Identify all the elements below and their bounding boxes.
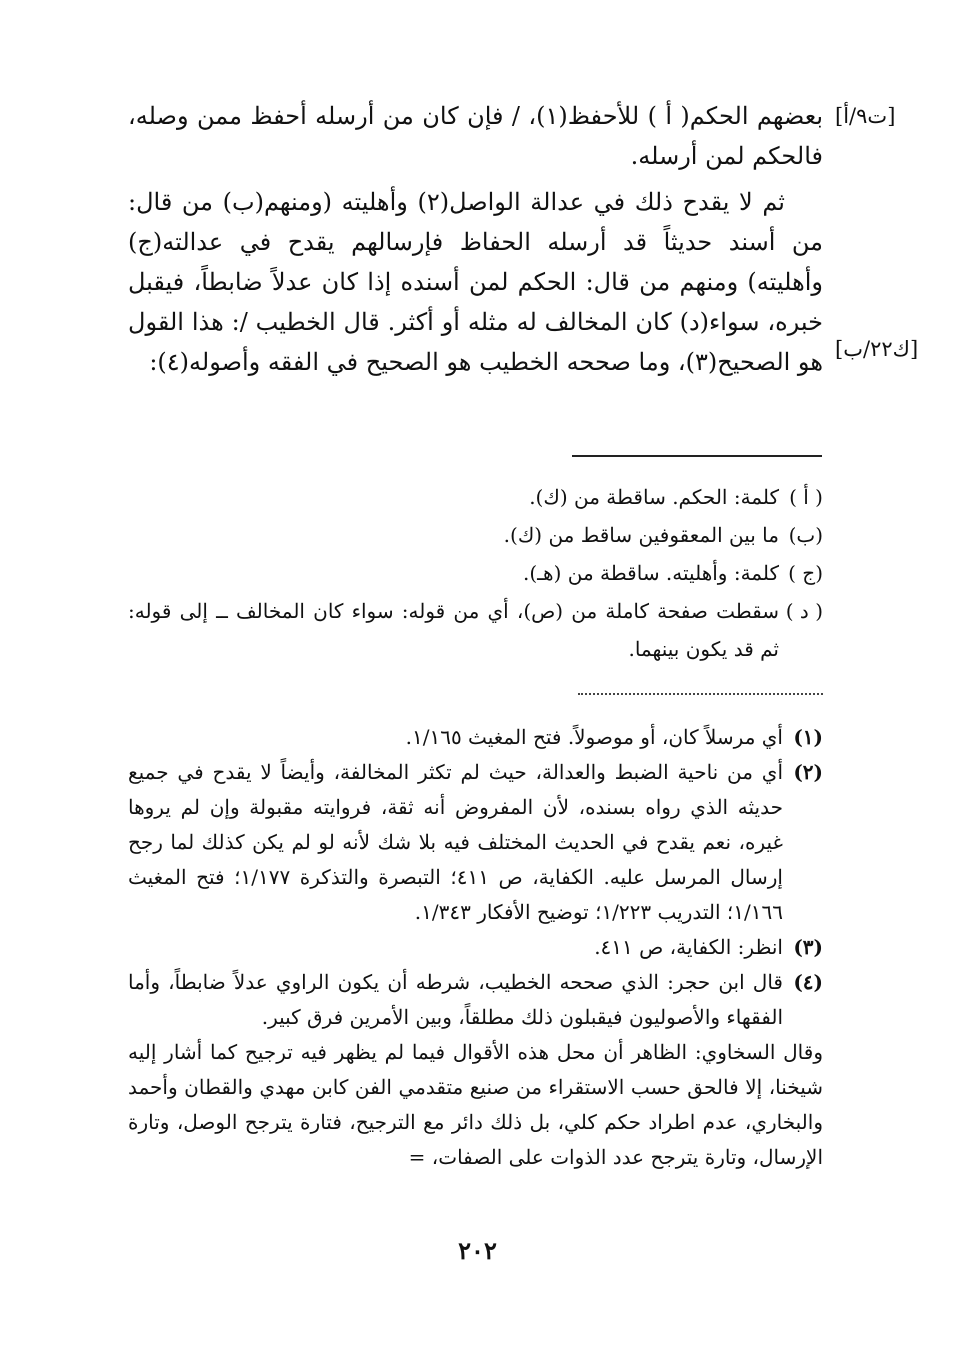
variant-note xyxy=(128,554,823,592)
variant-note xyxy=(128,478,823,516)
variant-marker: (ج ) xyxy=(788,561,823,585)
footnote-text: أي مرسلاً كان، أو موصولاً. فتح المغيث ١/١٦٥. xyxy=(405,725,783,749)
footnote-text: أي من ناحية الضبط والعدالة، حيث لم تكثر المخالفة، وأيضاً لا يقدح في جميع حديثه الذي رواه بسنده، لأن المفروض أنه ثقة، فروايته مقبولة وإن لم يروها غيره، نعم يقدح في الحديث المختلف فيه بلا شك لأنه لو لم يكن كذلك لما رجح إرسال المرسل عليه. الكفاية، ص ٤١١؛ التبصرة والتذكرة ١/١٧٧؛ فتح المغيث ١/١٦٦؛ التدريب ١/٢٢٣؛ توضيح الأفكار ١/٣٤٣. xyxy=(128,760,783,924)
footnote-marker: (٢) xyxy=(793,760,823,784)
footnote xyxy=(128,930,823,965)
margin-reference-top: [ت٩/أ] xyxy=(835,104,896,128)
footnote xyxy=(128,755,823,930)
variant-text: سقطت صفحة كاملة من (ص)، أي من قوله: سواء كان المخالف ــ إلى قوله: ثم قد يكون بينهما. xyxy=(128,599,779,661)
footnote-marker: (٣) xyxy=(793,935,823,959)
footnote-separator xyxy=(572,455,822,457)
variant-marker: ( د ) xyxy=(785,599,823,623)
variant-note xyxy=(128,516,823,554)
variant-marker: ( أ ) xyxy=(789,485,823,509)
main-text xyxy=(128,96,823,382)
footnotes-dotted-separator xyxy=(578,693,823,695)
variant-note xyxy=(128,592,823,668)
footnote-text: قال ابن حجر: الذي صححه الخطيب، شرطه أن يكون الراوي عدلاً ضابطاً، وأما الفقهاء والأصوليون فيقبلون ذلك مطلقاً، وبين الأمرين فرق كبير. xyxy=(128,970,783,1029)
variant-text: ما بين المعقوفين ساقط من (ك). xyxy=(503,523,779,547)
variant-marker: (ب) xyxy=(788,523,823,547)
footnote xyxy=(128,965,823,1035)
footnote-marker: (١) xyxy=(793,725,823,749)
variant-notes xyxy=(128,478,823,668)
main-paragraph-2: ثم لا يقدح ذلك في عدالة الواصل(٢) وأهليته (ومنهم(ب) من قال: من أسند حديثاً قد أرسله الحفاظ فإرسالهم يقدح في عدالته(ج) وأهليته) ومنهم من قال: الحكم لمن أسنده إذا كان عدلاً ضابطاً، فيقبل خبره، سواء(د) كان المخالف له مثله أو أكثر. قال الخطيب /: هذا القول هو الصحيح(٣)، وما صححه الخطيب هو الصحيح في الفقه وأصوله(٤): xyxy=(128,188,823,376)
footnotes xyxy=(128,720,823,1175)
margin-reference-middle: [ك٢٢/ب] xyxy=(835,337,919,361)
footnote xyxy=(128,720,823,755)
footnote-marker: (٤) xyxy=(793,970,823,994)
page-number: ٢٠٢ xyxy=(458,1236,497,1265)
main-paragraph-1: بعضهم الحكم( أ ) للأحفظ(١)، / فإن كان من أرسله أحفظ ممن وصله، فالحكم لمن أرسله. xyxy=(128,102,823,170)
footnote-continuation: وقال السخاوي: الظاهر أن محل هذه الأقوال فيما لم يظهر فيه ترجيح كما أشار إليه شيخنا، إلا فالحق حسب الاستقراء من صنيع متقدمي الفن كابن مهدي والقطان وأحمد والبخاري، عدم اطراد حكم كلي، بل ذلك دائر مع الترجيح، فتارة يترجح الوصل، وتارة الإرسال، وتارة يترجح عدد الذوات على الصفات، = xyxy=(128,1040,823,1169)
variant-text: كلمة: الحكم. ساقطة من (ك). xyxy=(529,485,779,509)
footnote-text: انظر: الكفاية، ص ٤١١. xyxy=(594,935,783,959)
variant-text: كلمة: وأهليته. ساقطة من (هـ). xyxy=(523,561,779,585)
